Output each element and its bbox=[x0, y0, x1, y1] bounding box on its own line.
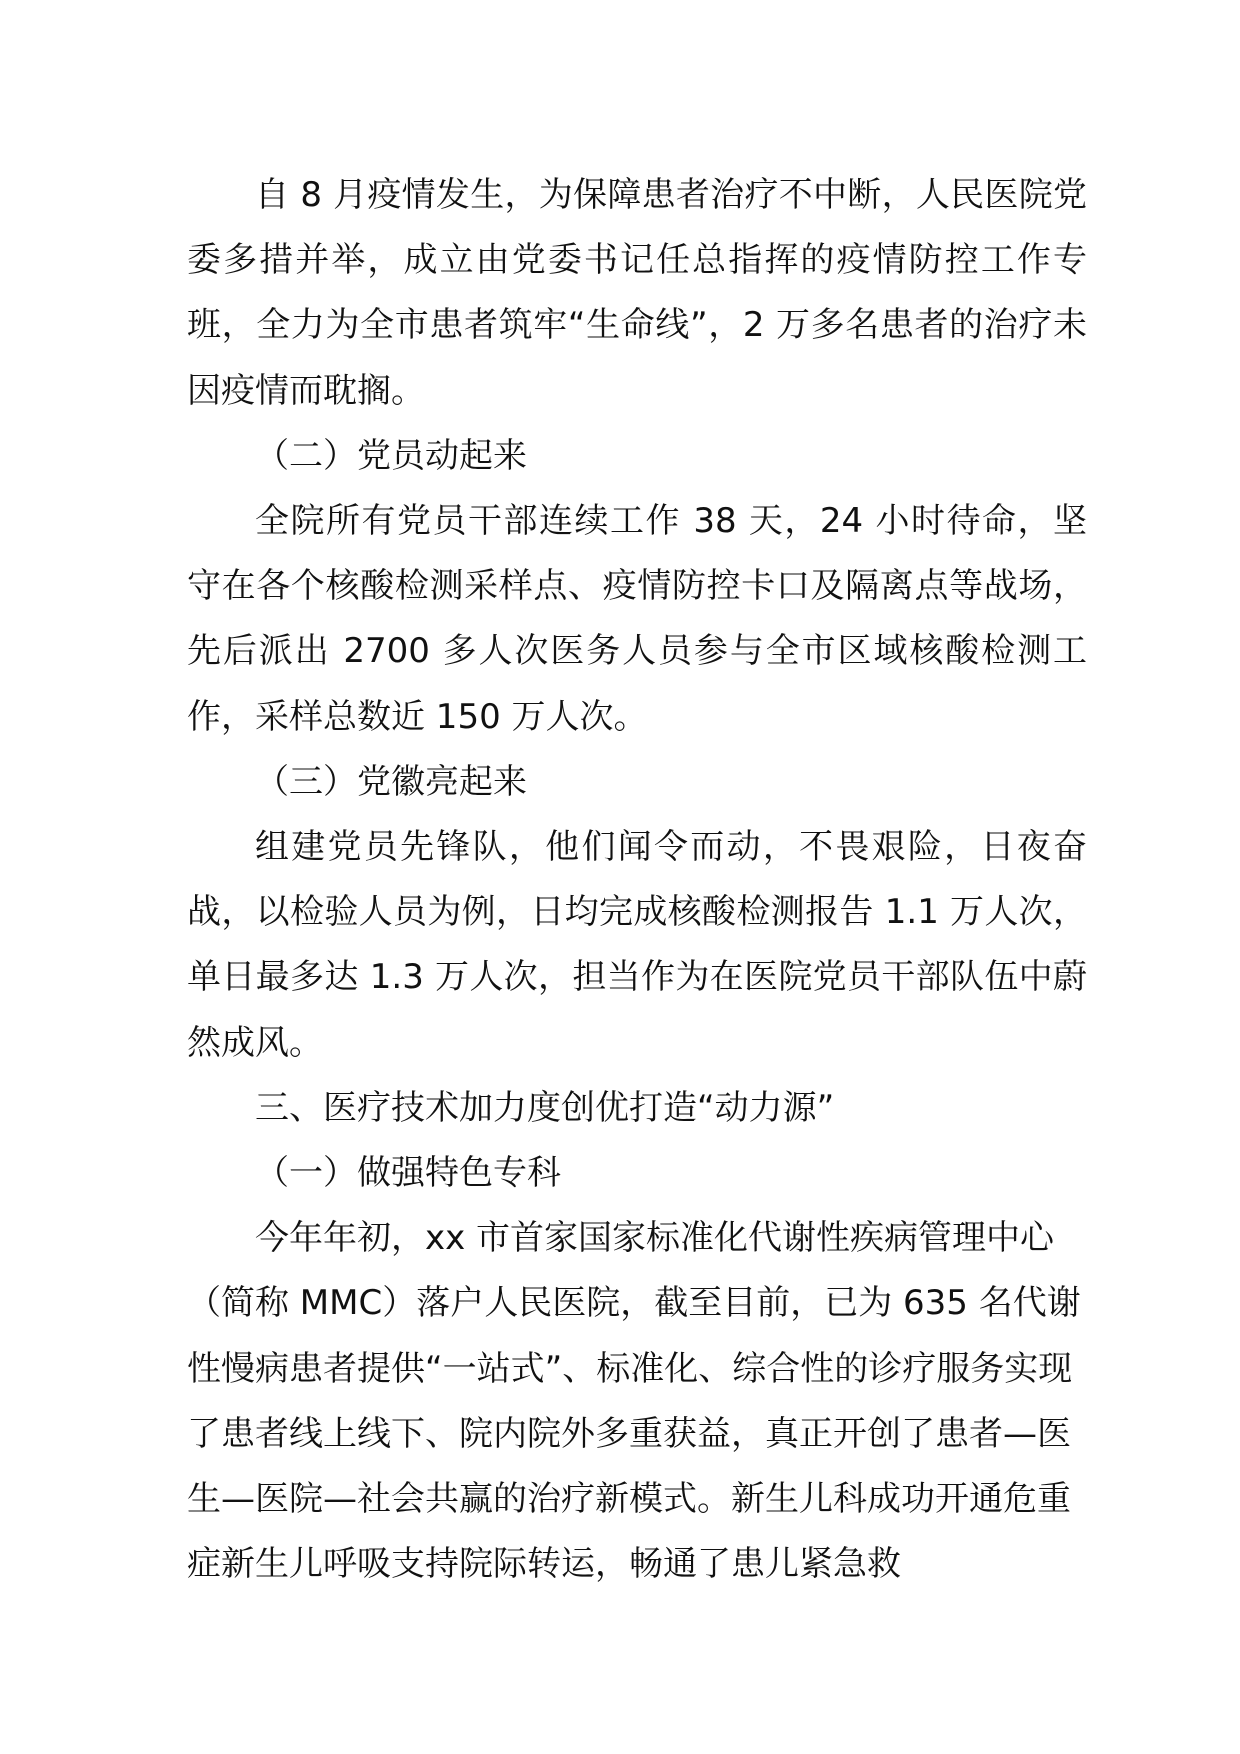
heading-section-three: 三、医疗技术加力度创优打造“动力源” bbox=[255, 1087, 835, 1128]
heading-party-members-mobilized: （二）党员动起来 bbox=[255, 435, 527, 476]
document-body bbox=[187, 163, 1087, 1597]
heading-specialty-departments: （一）做强特色专科 bbox=[255, 1153, 561, 1194]
paragraph-mmc-center: 今年年初，xx 市首家国家标准化代谢性疾病管理中心（简称 MMC）落户人民医院，截至目前，已为 635 名代谢性慢病患者提供“一站式”、标准化、综合性的诊疗服务实现了患者线上线下、院内院外多重获益，真正开创了患者—医生—医院—社会共赢的治疗新模式。新生儿科成功开通危重症新生儿呼吸支持院际转运，畅通了患儿紧急救 bbox=[187, 1218, 1081, 1585]
paragraph-vanguard-team: 组建党员先锋队，他们闻令而动，不畏艰险，日夜奋战，以检验人员为例，日均完成核酸检测报告 1.1 万人次，单日最多达 1.3 万人次，担当作为在医院党员干部队伍中蔚然成风。 bbox=[187, 827, 1087, 1063]
paragraph-epidemic-response: 自 8 月疫情发生，为保障患者治疗不中断，人民医院党委多措并举，成立由党委书记任总指挥的疫情防控工作专班，全力为全市患者筑牢“生命线”，2 万多名患者的治疗未因疫情而耽搁。 bbox=[187, 175, 1087, 411]
heading-party-badge-shines: （三）党徽亮起来 bbox=[255, 761, 527, 802]
paragraph-party-members-work: 全院所有党员干部连续工作 38 天，24 小时待命，坚守在各个核酸检测采样点、疫情防控卡口及隔离点等战场，先后派出 2700 多人次医务人员参与全市区域核酸检测工作，采样总数近 150 万人次。 bbox=[187, 501, 1087, 737]
